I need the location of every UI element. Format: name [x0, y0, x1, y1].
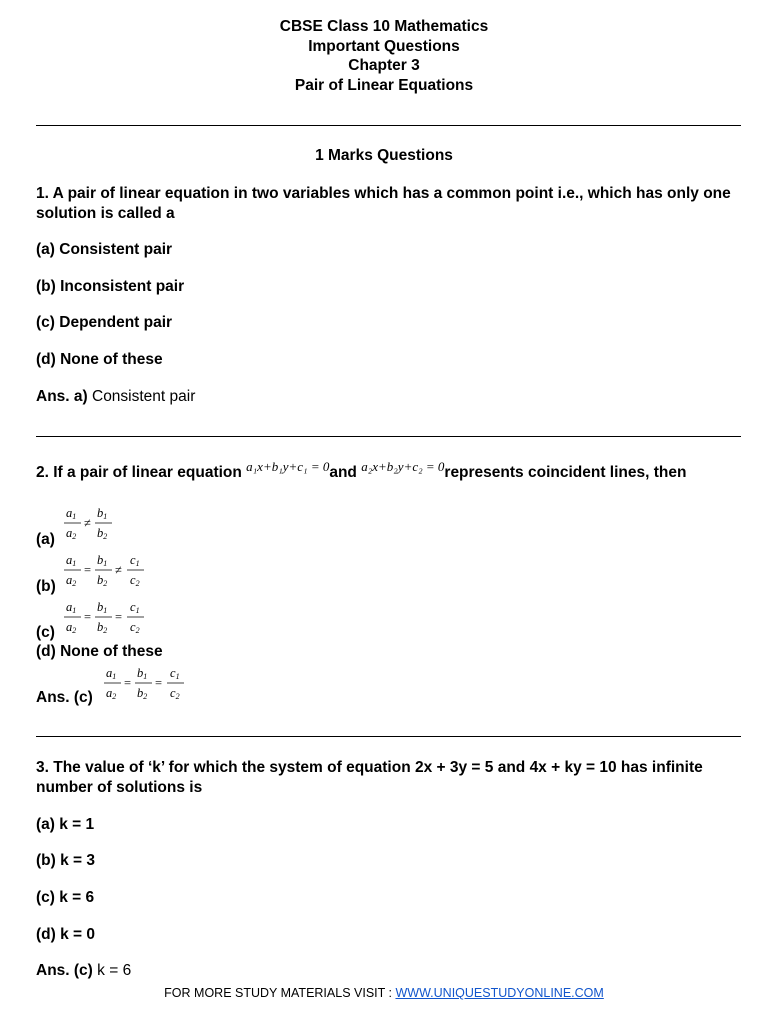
header-line-4: Pair of Linear Equations: [294, 76, 474, 94]
q2-answer-formula: [102, 662, 194, 702]
svg-text:c2: c2: [170, 686, 180, 701]
svg-text:=: =: [124, 676, 132, 690]
svg-text:≠: ≠: [84, 516, 91, 530]
footer: [0, 985, 768, 1001]
svg-text:a2: a2: [66, 620, 77, 635]
q3-question: 3. The value of ‘k’ for which the system of equation 2x + 3y = 5 and 4x + ky = 10 has infinite number of solutions is: [36, 759, 703, 796]
q3-option-c: (c) k = 6: [36, 889, 95, 906]
q1-answer-text: Consistent pair: [87, 388, 196, 405]
q1-option-b: (b) Inconsistent pair: [36, 278, 185, 295]
svg-text:a1: a1: [106, 666, 117, 681]
q1-option-c: (c) Dependent pair: [36, 314, 173, 331]
header-line-1: CBSE Class 10 Mathematics: [279, 18, 489, 35]
svg-text:a2: a2: [66, 573, 77, 588]
svg-text:a1: a1: [66, 600, 77, 615]
q2-equation-2: a₂x+b₂y+c₂ = 0: [361, 459, 445, 474]
header-line-3: Chapter 3: [348, 57, 420, 74]
divider: [36, 125, 741, 126]
q2-equation-1: a₁x+b₁y+c₁ = 0: [246, 459, 330, 474]
q1-answer-label: Ans. a): [36, 388, 88, 405]
svg-text:c1: c1: [130, 553, 140, 568]
svg-text:c2: c2: [130, 573, 140, 588]
svg-text:a2: a2: [106, 686, 117, 701]
svg-text:b2: b2: [137, 686, 148, 701]
svg-text:c2: c2: [130, 620, 140, 635]
svg-text:b1: b1: [97, 506, 108, 521]
q2-option-a-formula: [62, 502, 122, 542]
svg-text:=: =: [115, 610, 123, 624]
footer-text: FOR MORE STUDY MATERIALS VISIT :: [164, 986, 396, 1000]
q2-question-end: represents coincident lines, then: [444, 464, 687, 481]
svg-text:=: =: [155, 676, 163, 690]
svg-text:a2: a2: [66, 526, 77, 541]
q3-option-a: (a) k = 1: [36, 816, 95, 833]
q3-answer-text: k = 6: [92, 962, 132, 979]
q2-question-start: 2. If a pair of linear equation: [36, 464, 247, 481]
q2-option-b-formula: [62, 549, 154, 589]
svg-text:b2: b2: [97, 620, 108, 635]
q1-option-d: (d) None of these: [36, 351, 163, 368]
svg-text:≠: ≠: [115, 563, 122, 577]
svg-text:b2: b2: [97, 526, 108, 541]
q3-answer: [36, 961, 131, 981]
header-line-2: Important Questions: [308, 37, 460, 55]
svg-text:b1: b1: [97, 553, 108, 568]
q2-option-b-label: (b): [36, 578, 56, 595]
q2-and: and: [329, 464, 357, 481]
document-header: [0, 17, 768, 95]
q2-option-a-label: (a): [36, 531, 55, 548]
svg-text:b1: b1: [97, 600, 108, 615]
footer-link[interactable]: WWW.UNIQUESTUDYONLINE.COM: [395, 986, 604, 1000]
section-title: 1 Marks Questions: [315, 147, 453, 164]
q2-option-d: (d) None of these: [36, 643, 163, 660]
svg-text:a1: a1: [66, 553, 77, 568]
svg-text:c1: c1: [170, 666, 180, 681]
divider: [36, 736, 741, 737]
q3-option-d: (d) k = 0: [36, 926, 96, 943]
q3-answer-label: Ans. (c): [36, 962, 93, 979]
q3-option-b: (b) k = 3: [36, 852, 96, 869]
q1-question: 1. A pair of linear equation in two variables which has a common point i.e., which has only one solution is called a: [36, 185, 731, 222]
q2-option-c-label: (c): [36, 624, 55, 641]
q2-question: [36, 459, 742, 483]
divider: [36, 436, 741, 437]
svg-text:b2: b2: [97, 573, 108, 588]
q2-answer-label: Ans. (c): [36, 689, 93, 706]
q2-option-c-formula: [62, 596, 154, 636]
svg-text:b1: b1: [137, 666, 148, 681]
q1-answer: [36, 387, 195, 407]
svg-text:a1: a1: [66, 506, 77, 521]
svg-text:=: =: [84, 563, 92, 577]
svg-text:=: =: [84, 610, 92, 624]
q1-option-a: (a) Consistent pair: [36, 241, 173, 258]
svg-text:c1: c1: [130, 600, 140, 615]
